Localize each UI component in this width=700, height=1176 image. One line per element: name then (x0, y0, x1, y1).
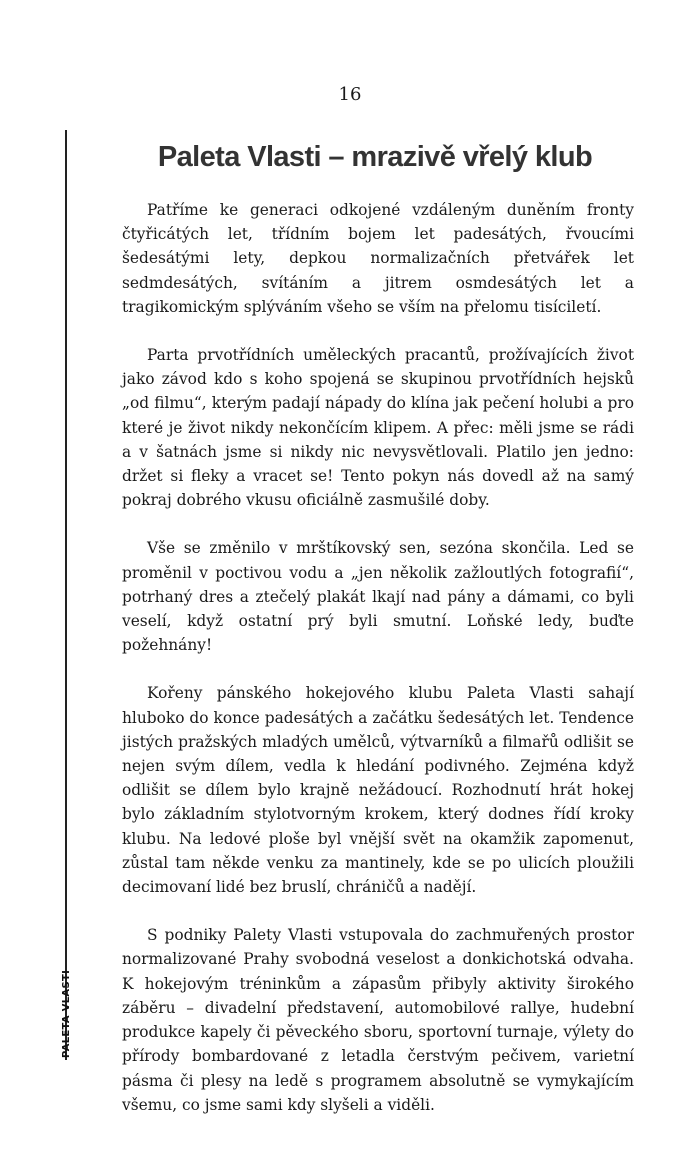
paragraph: Parta prvotřídních uměleckých pracantů, prožívajících život jako závod kdo s koho spojená se skupinou prvotřídních hejsků „od filmu“, kterým padají nápady do klína jak pečení holubi a pro které je život nikdy nekončícím klipem. A přec: měli jsme se rádi a v šatnách jsme si nikdy nic nevysvětlovali. Platilo jen jedno: držet si fleky a vracet se! Tento pokyn nás dovedl až na samý pokraj dobrého vkusu oficiálně zasmušilé doby. (122, 346, 634, 510)
margin-rule (65, 130, 67, 1060)
paragraph: Kořeny pánského hokejového klubu Paleta Vlasti sahají hluboko do konce padesátých a začátku šedesátých let. Tendence jistých pražských mladých umělců, výtvarníků a filmařů odlišit se nejen svým dílem, vedla k hledání podivného. Zejména když odlišit se dílem bylo krajně nežádoucí. Rozhodnutí hrát hokej bylo základním stylotvorným krokem, který dodnes řídí kroky klubu. Na ledové ploše byl vnější svět na okamžik zapomenut, zůstal tam někde venku za mantinely, kde se po ulicích ploužili decimovaní lidé bez bruslí, chráničů a nadějí. (122, 684, 634, 897)
paragraph: S podniky Palety Vlasti vstupovala do zachmuřených prostor normalizované Prahy svobodná veselost a donkichotská odvaha. K hokejovým tréninkům a zápasům přibyly aktivity širokého záběru – divadelní představení, automobilové rallye, hudební produkce kapely či pěveckého sboru, sportovní turnaje, výlety do přírody bombardované z letadla čerstvým pečivem, varietní pásma či plesy na ledě s programem absolutně se vymykajícím všemu, co jsme sami kdy slyšeli a viděli. (122, 926, 634, 1114)
chapter-title: Paleta Vlasti – mrazivě vřelý klub (157, 141, 593, 173)
paragraph: Vše se změnilo v mrštíkovský sen, sezóna skončila. Led se proměnil v poctivou vodu a „jen několik zažloutlých fotografií“, potrhaný dres a ztečelý plakát lkají nad pány a dámami, co byli veselí, když ostatní prý byli smutní. Loňské ledy, buďte požehnány! (122, 539, 634, 655)
running-head: PALETA VLASTI (61, 969, 72, 1058)
paragraph: Patříme ke generaci odkojené vzdáleným duněním fronty čtyřicátých let, třídním bojem let padesátých, řvoucími šedesátými lety, depkou normalizačních přetvářek let sedmdesátých, svítáním a jitrem osmdesátých let a tragikomickým splýváním všeho se vším na přelomu tisíciletí. (122, 201, 634, 316)
page-number: 16 (338, 84, 362, 105)
body-text (122, 198, 634, 1141)
